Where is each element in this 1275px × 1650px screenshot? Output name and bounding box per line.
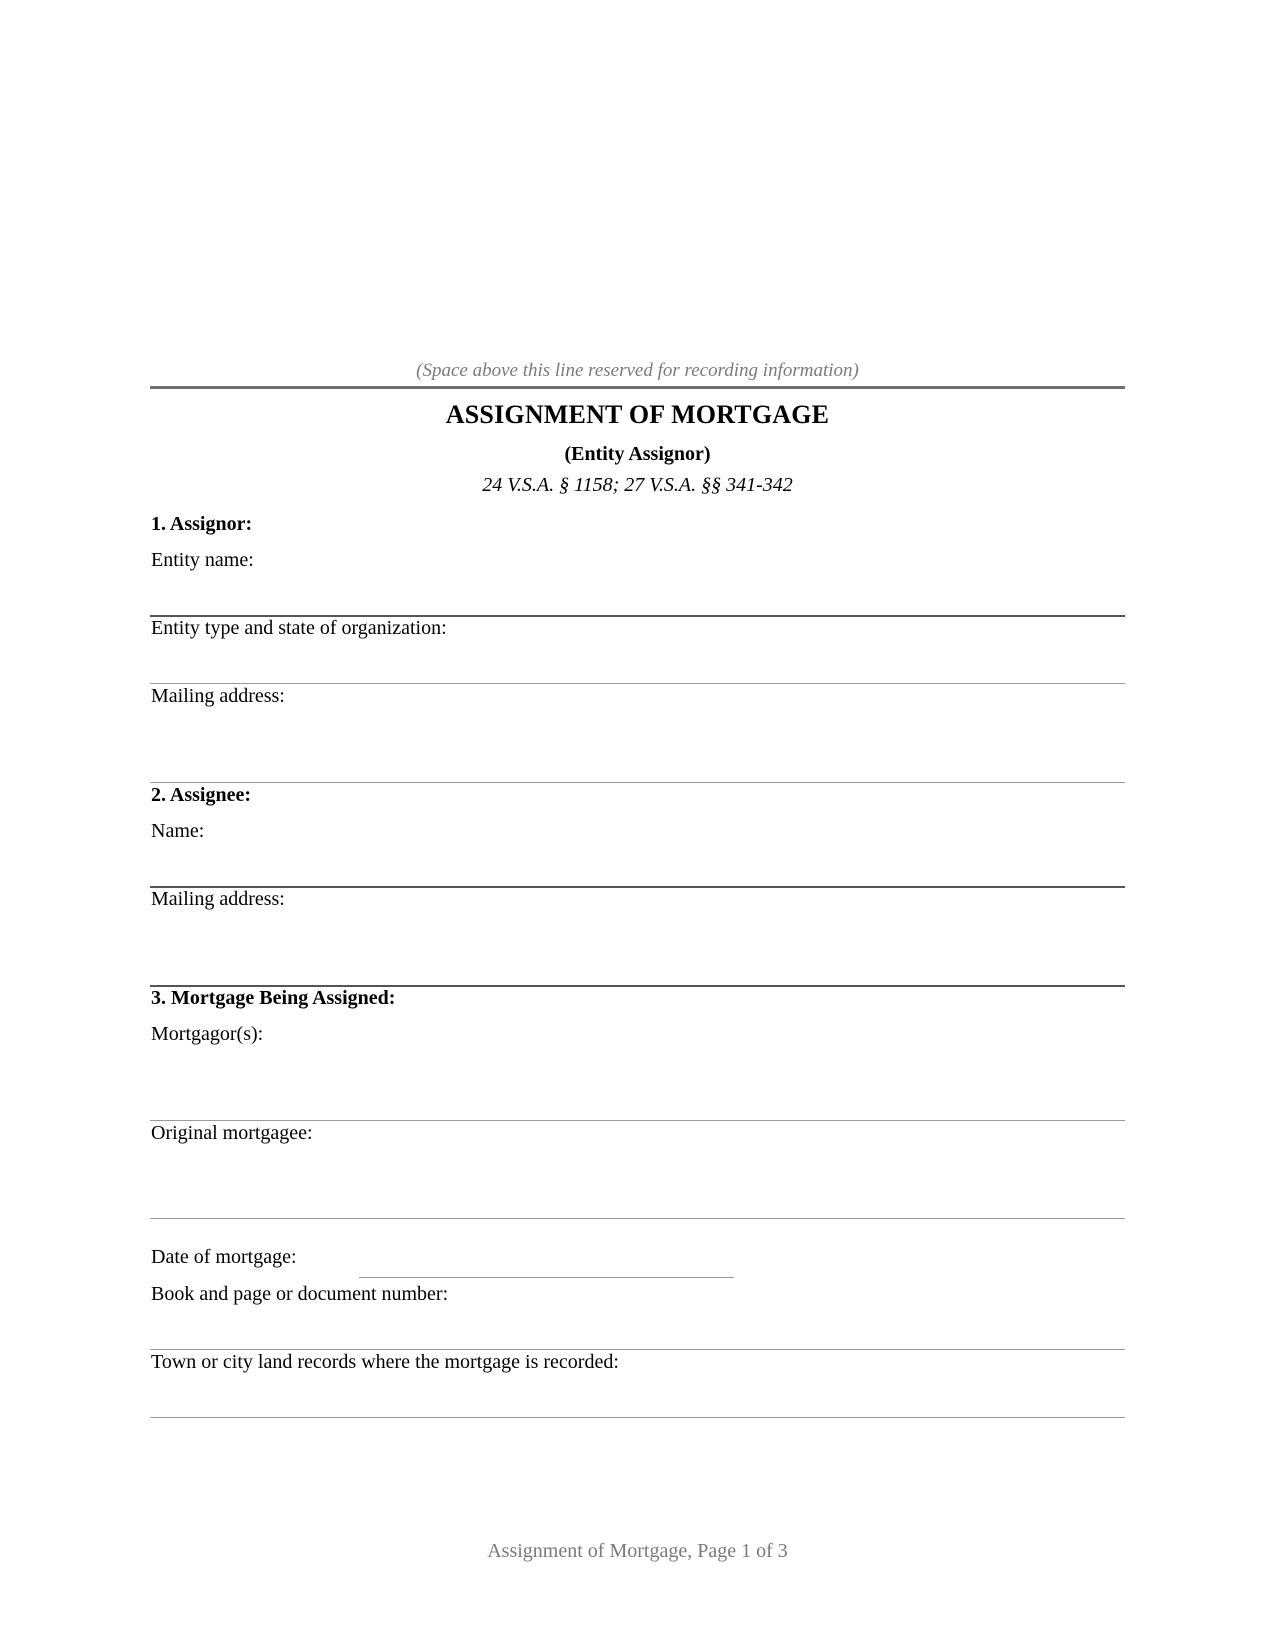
town-records-field[interactable]: [150, 1417, 1125, 1418]
document-subtitle: (Entity Assignor): [564, 443, 711, 465]
mortgage-heading: 3. Mortgage Being Assigned:: [151, 987, 396, 1009]
statute-citation: 24 V.S.A. § 1158; 27 V.S.A. §§ 341-342: [482, 474, 793, 496]
town-records-label: Town or city land records where the mortgage is recorded:: [151, 1351, 619, 1373]
mortgage-date-label: Date of mortgage:: [151, 1246, 297, 1268]
mortgagors-field[interactable]: [150, 1120, 1125, 1121]
assignee-heading: 2. Assignee:: [151, 784, 251, 806]
assignor-heading: 1. Assignor:: [151, 513, 253, 535]
page-footer: Assignment of Mortgage, Page 1 of 3: [487, 1540, 788, 1562]
assignor-mailing-address-field[interactable]: [150, 782, 1125, 783]
assignor-entity-type-label: Entity type and state of organization:: [151, 617, 447, 639]
book-page-field[interactable]: [150, 1349, 1125, 1350]
book-page-label: Book and page or document number:: [151, 1283, 449, 1305]
assignee-name-label: Name:: [151, 820, 205, 842]
assignor-mailing-address-label: Mailing address:: [151, 685, 285, 707]
mortgagors-label: Mortgagor(s):: [151, 1023, 264, 1045]
assignor-entity-name-label: Entity name:: [151, 549, 254, 571]
document-title: ASSIGNMENT OF MORTGAGE: [445, 400, 830, 429]
assignor-entity-type-field[interactable]: [150, 683, 1125, 684]
recording-divider: [150, 386, 1125, 389]
original-mortgagee-label: Original mortgagee:: [151, 1122, 313, 1144]
assignee-name-field[interactable]: [150, 886, 1125, 888]
assignee-mailing-address-label: Mailing address:: [151, 888, 285, 910]
mortgage-date-field[interactable]: [359, 1277, 734, 1278]
recording-space-note: (Space above this line reserved for recording information): [416, 360, 859, 381]
original-mortgagee-field[interactable]: [150, 1218, 1125, 1219]
